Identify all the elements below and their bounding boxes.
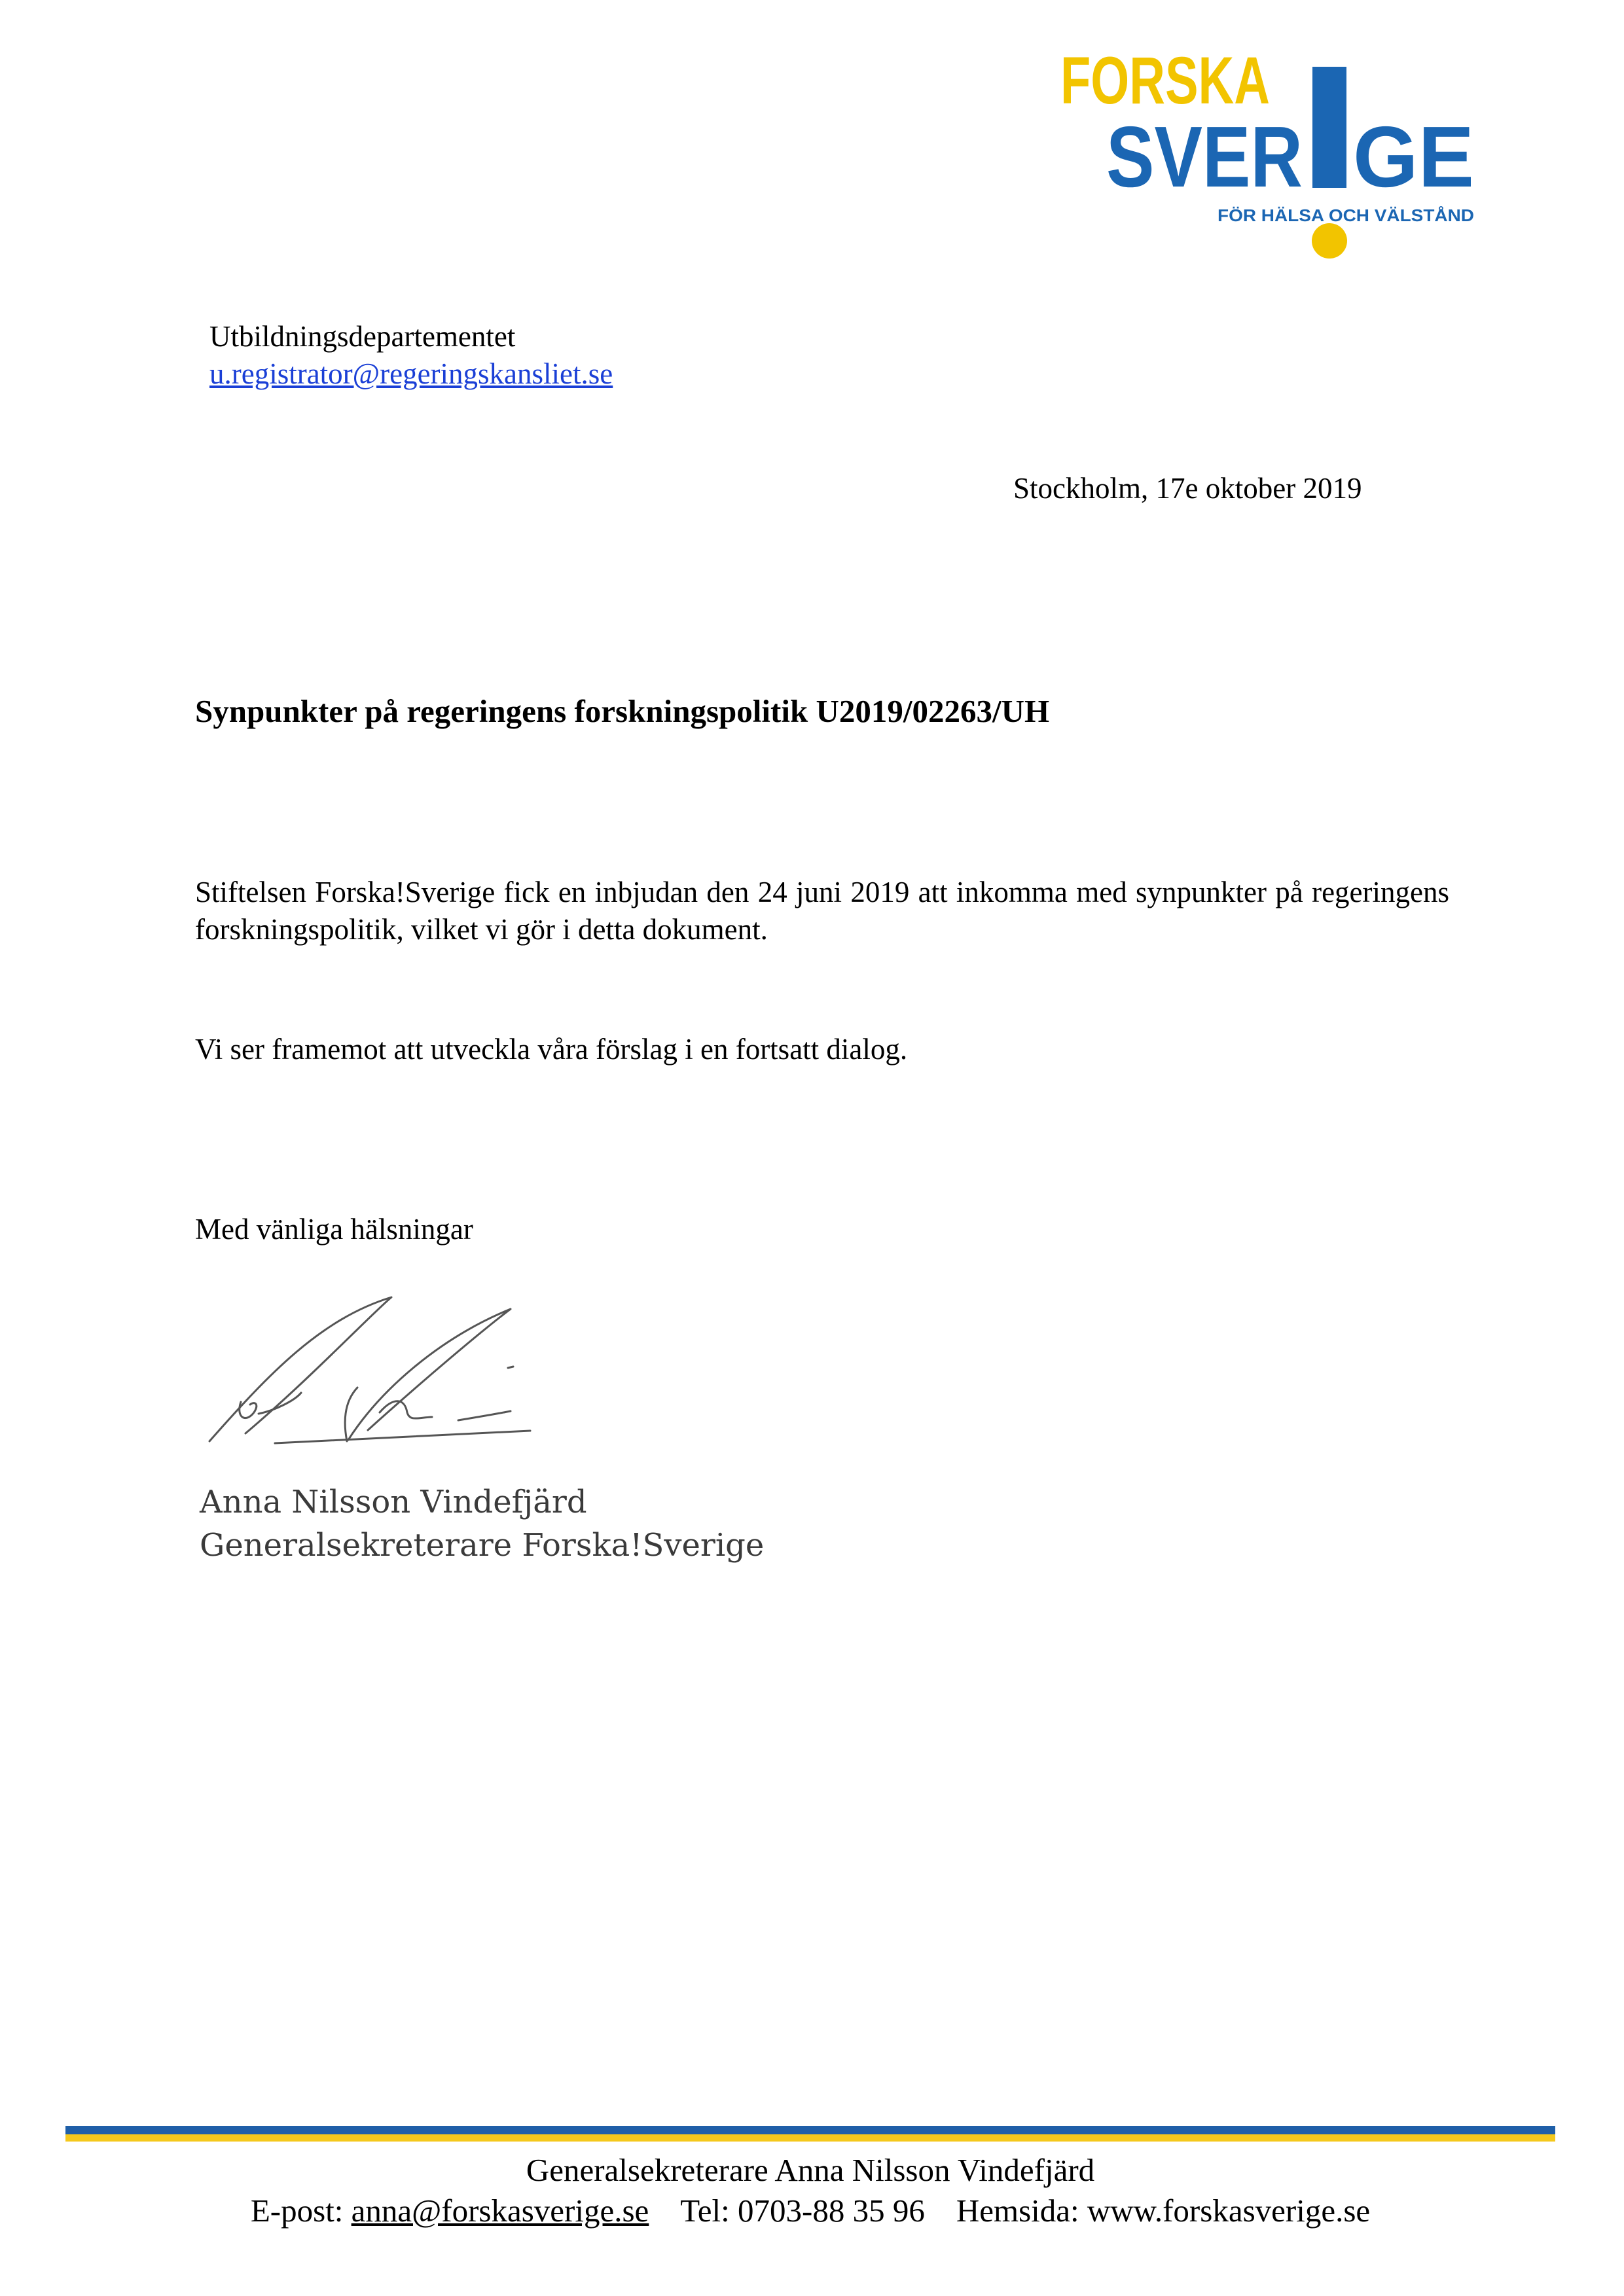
logo-word-sver: SVER (1106, 109, 1303, 205)
logo-exclamation-dot (1312, 223, 1347, 259)
footer-phone: Tel: 0703-88 35 96 (680, 2193, 925, 2229)
letter-date: Stockholm, 17e oktober 2019 (1013, 472, 1362, 505)
footer-blue-stripe (65, 2126, 1555, 2134)
closing-greeting: Med vänliga hälsningar (195, 1213, 473, 1246)
logo-exclamation-bar (1312, 67, 1346, 188)
footer-sender-line: Generalsekreterare Anna Nilsson Vindefjärd (526, 2152, 1095, 2188)
logo-tagline: FÖR HÄLSA OCH VÄLSTÅND (1218, 206, 1474, 225)
recipient-block (209, 318, 613, 393)
signer-name: Anna Nilsson Vindefjärd (200, 1484, 587, 1520)
body-paragraph-1: Stiftelsen Forska!Sverige fick en inbjudan den 24 juni 2019 att inkomma med synpunkter på regeringens forskningspolitik, vilket vi gör i detta dokument. (195, 876, 1449, 946)
recipient-department: Utbildningsdepartementet (209, 320, 516, 353)
footer-email-label: E-post: (250, 2193, 344, 2229)
logo-word-ge: GE (1353, 109, 1474, 205)
footer-contact-line (65, 2191, 1555, 2231)
body-paragraph-2: Vi ser framemot att utveckla våra förslag i en fortsatt dialog. (195, 1033, 908, 1066)
signer-block (200, 1480, 764, 1567)
handwritten-signature (196, 1283, 563, 1466)
forska-sverige-logo (1060, 52, 1506, 275)
footer-yellow-stripe (65, 2134, 1555, 2142)
letter-subject: Synpunkter på regeringens forskningspolitik U2019/02263/UH (195, 693, 1050, 729)
logo-word-forska: FORSKA (1060, 52, 1270, 118)
recipient-email-link[interactable]: u.registrator@regeringskansliet.se (209, 357, 613, 390)
footer-website: Hemsida: www.forskasverige.se (956, 2193, 1371, 2229)
signer-title: Generalsekreterare Forska!Sverige (200, 1527, 765, 1564)
footer-email-link[interactable]: anna@forskasverige.se (351, 2193, 649, 2229)
